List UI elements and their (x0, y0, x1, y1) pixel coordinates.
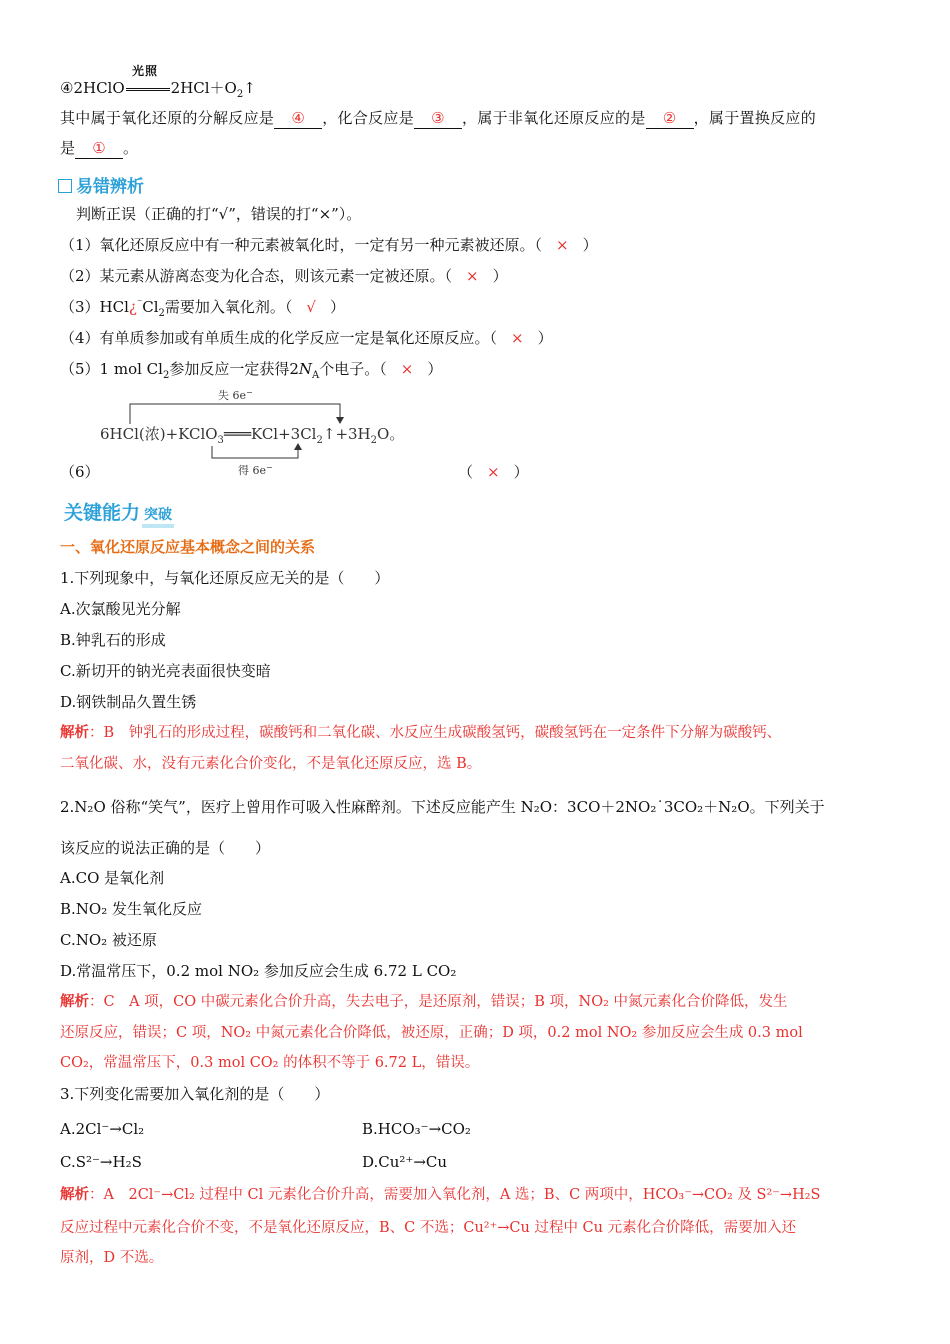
item-text: （6） (60, 463, 100, 481)
q1-option-b: B.钟乳石的形成 (60, 631, 166, 649)
judge-mark: √ (306, 298, 316, 316)
q2-stem-2: 该反应的说法正确的是（ ） (60, 839, 271, 857)
judge-mark: × (400, 360, 414, 378)
equation-4-reactant: ④2HClO (60, 79, 125, 97)
item-close: ） (427, 360, 443, 378)
subscript: 2 (162, 370, 170, 381)
q3-option-a: A.2Cl⁻→Cl₂ (60, 1120, 145, 1138)
explanation-label: 解析 (60, 1186, 89, 1203)
arrow-head-icon (336, 417, 344, 424)
explanation-label: 解析 (60, 724, 89, 741)
item-close: ） (329, 298, 345, 316)
q2-option-a: A.CO 是氧化剂 (60, 869, 165, 887)
q1-explanation-2: 二氧化碳、水，没有元素化合价变化，不是氧化还原反应，选 B。 (60, 756, 482, 772)
explanation-label: 解析 (60, 993, 89, 1010)
item-close: ） (582, 236, 598, 254)
q3-option-b: B.HCO₃⁻→CO₂ (362, 1120, 471, 1138)
item-close: ） (492, 267, 508, 285)
equation-4-product: 2HCl＋O (170, 79, 237, 97)
section-title-text: 易错辨析 (76, 177, 144, 197)
q2-option-b: B.NO₂ 发生氧化反应 (60, 900, 202, 918)
answer-blank-3: ② (646, 108, 694, 129)
item-close: ） (537, 329, 553, 347)
judge-item-4 (60, 328, 553, 348)
q2-stem-1: 2.N₂O 俗称“笑气”，医疗上曾用作可吸入性麻醉剂。下述反应能产生 N₂O：3CO＋2NO₂˙3CO₂＋N₂O。下列关于 (60, 798, 825, 816)
lose-electron-label: 失 6e− (218, 388, 253, 402)
classify-text: ，属于置换反应的 (693, 109, 817, 127)
judge-item-6-answer (458, 462, 529, 482)
q2-option-c: C.NO₂ 被还原 (60, 931, 157, 949)
key-subtitle: 突破 (142, 504, 174, 528)
subscript: A (312, 370, 320, 381)
q1-option-d: D.钢铁制品久置生锈 (60, 693, 197, 711)
item-text: Cl (142, 298, 159, 316)
checkbox-icon (58, 179, 72, 193)
q1-option-a: A.次氯酸见光分解 (60, 600, 181, 618)
q3-stem: 3.下列变化需要加入氧化剂的是（ ） (60, 1085, 330, 1103)
q2-explanation-2: 还原反应，错误；C 项，NO₂ 中氮元素化合价降低，被还原，正确；D 项，0.2 mol NO₂ 参加反应会生成 0.3 mol (60, 1025, 803, 1041)
classify-text: 。 (123, 139, 139, 157)
item-text: （5）1 mol Cl (60, 360, 163, 378)
answer-blank-4: ① (75, 138, 123, 159)
classify-text: 是 (60, 139, 76, 157)
avogadro-symbol: N (298, 360, 312, 378)
judge-item-5 (60, 359, 442, 379)
q1-stem: 1.下列现象中，与氧化还原反应无关的是（ ） (60, 569, 390, 587)
classify-text: ，属于非氧化还原反应的是 (462, 109, 646, 127)
key-title-text: 关键能力 (64, 502, 141, 524)
redox-equation: 6HCl(浓)$+KClO_3═══KCl+3Cl_2↑+3H_2O$。 (100, 425, 405, 446)
explanation-text: ：C A 项，CO 中碳元素化合价升高，失去电子，是还原剂，错误；B 项，NO₂ 中氮元素化合价降低，发生 (89, 994, 788, 1010)
classify-text: ，化合反应是 (322, 109, 415, 127)
q1-option-c: C.新切开的钠光亮表面很快变暗 (60, 662, 271, 680)
equals-sign (126, 88, 170, 91)
q3-explanation-3: 原剂，D 不选。 (60, 1250, 164, 1266)
equation-4 (60, 78, 256, 98)
judge-item-1 (60, 235, 598, 255)
answer-blank-1: ④ (274, 108, 322, 129)
section-1-title: 一、氧化还原反应基本概念之间的关系 (60, 538, 316, 556)
item-close: ） (513, 463, 529, 481)
q1-explanation-1 (60, 723, 781, 743)
reaction-condition: 光照 (132, 64, 159, 78)
judge-item-2 (60, 266, 508, 286)
q3-explanation-1 (60, 1185, 820, 1205)
classify-line-1 (60, 108, 816, 129)
garbled-glyph: ¿ (128, 298, 137, 316)
classify-text: 其中属于氧化还原的分解反应是 (60, 109, 275, 127)
judge-item-6 (60, 462, 100, 482)
instruction: 判断正误（正确的打“√”，错误的打“×”）。 (76, 205, 362, 223)
arrow-head-icon (294, 443, 302, 450)
item-text: 个电子。（ (319, 360, 387, 378)
judge-mark: × (511, 329, 524, 347)
explanation-text: ：A 2Cl⁻→Cl₂ 过程中 Cl 元素化合价升高，需要加入氧化剂，A 选；B、C 两项中，HCO₃⁻→CO₂ 及 S²⁻→H₂S (89, 1187, 821, 1203)
item-text: （3）HCl (60, 298, 129, 316)
gain-bracket (212, 446, 298, 458)
key-ability-title (64, 498, 174, 528)
q3-option-d: D.Cu²⁺→Cu (362, 1153, 448, 1171)
lose-bracket (130, 404, 340, 424)
q3-explanation-2: 反应过程中元素化合价不变，不是氧化还原反应，B、C 不选；Cu²⁺→Cu 过程中 Cu 元素化合价降低，需要加入还 (60, 1220, 797, 1236)
o2-subscript: 2 (236, 89, 244, 100)
item-text: （2）某元素从游离态变为化合态，则该元素一定被还原。（ (60, 267, 453, 285)
subscript: 2 (158, 308, 165, 319)
judge-mark: × (487, 463, 500, 481)
classify-line-2 (60, 138, 138, 159)
electron-transfer-diagram (96, 382, 476, 478)
gas-arrow: ↑ (243, 79, 256, 97)
item-open: （ (458, 463, 474, 481)
explanation-text: ：B 钟乳石的形成过程，碳酸钙和二氧化碳、水反应生成碳酸氢钙，碳酸氢钙在一定条件下分解为碳酸钙、 (89, 725, 782, 741)
item-text: 参加反应一定获得2 (169, 360, 299, 378)
section-title-yicuo (58, 172, 144, 197)
answer-blank-2: ③ (414, 108, 462, 129)
gain-electron-label: 得 6e− (238, 463, 273, 477)
item-text: （4）有单质参加或有单质生成的化学反应一定是氧化还原反应。（ (60, 329, 498, 347)
judge-mark: × (556, 236, 569, 254)
item-text: （1）氧化还原反应中有一种元素被氧化时，一定有另一种元素被还原。（ (60, 236, 543, 254)
q2-explanation-1 (60, 992, 788, 1012)
item-text: 需要加入氧化剂。（ (164, 298, 293, 316)
q2-option-d: D.常温常压下，0.2 mol NO₂ 参加反应会生成 6.72 L CO₂ (60, 962, 457, 980)
q2-explanation-3: CO₂，常温常压下，0.3 mol CO₂ 的体积不等于 6.72 L，错误。 (60, 1055, 480, 1071)
judge-mark: × (466, 267, 479, 285)
judge-item-3: $(3)HCl¿^{^-}Cl_2$需要加入氧化剂。（ √ ） (60, 298, 345, 319)
q3-option-c: C.S²⁻→H₂S (60, 1153, 142, 1171)
